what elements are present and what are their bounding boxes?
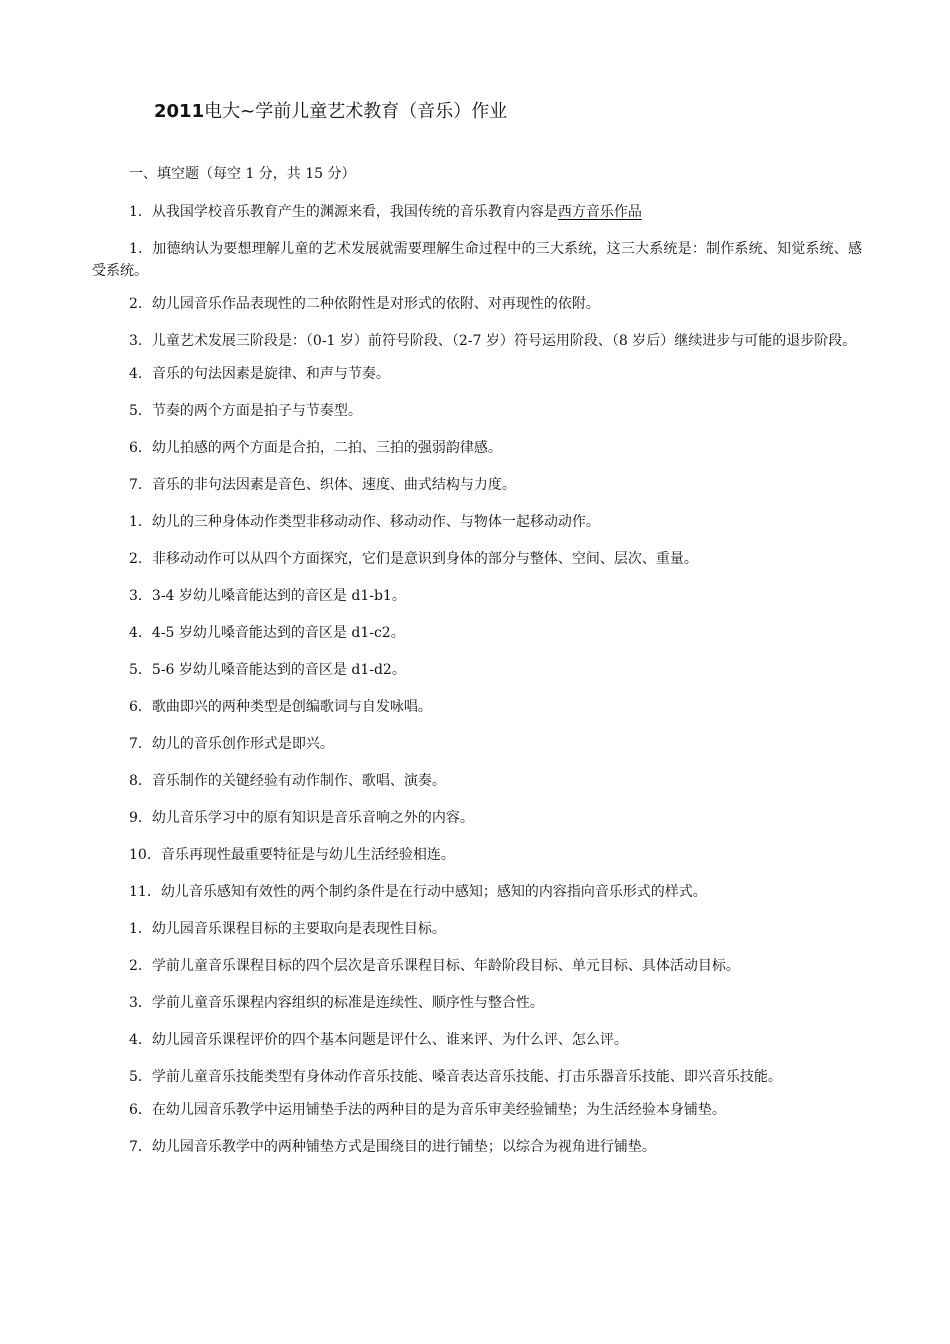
list-item: 6．歌曲即兴的两种类型是创编歌词与自发咏唱。 <box>129 699 432 715</box>
item-text: 1．从我国学校音乐教育产生的渊源来看，我国传统的音乐教育内容是 <box>129 204 558 220</box>
list-item: 6．幼儿拍感的两个方面是合拍，二拍、三拍的强弱韵律感。 <box>129 440 502 456</box>
document-body <box>92 163 862 1173</box>
list-item: 4．音乐的句法因素是旋律、和声与节奏。 <box>129 366 390 382</box>
list-item: 2．非移动动作可以从四个方面探究，它们是意识到身体的部分与整体、空间、层次、重量。 <box>129 551 698 567</box>
list-item: 4．幼儿园音乐课程评价的四个基本问题是评什么、谁来评、为什么评、怎么评。 <box>129 1032 628 1048</box>
title-text: 电大~学前儿童艺术教育（音乐）作业 <box>204 101 508 122</box>
list-item: 1．幼儿的三种身体动作类型非移动动作、移动动作、与物体一起移动动作。 <box>129 514 600 530</box>
list-item: 3．3-4 岁幼儿嗓音能达到的音区是 d1-b1。 <box>129 588 406 604</box>
list-item: 4．4-5 岁幼儿嗓音能达到的音区是 d1-c2。 <box>129 625 405 641</box>
page-title <box>154 99 507 125</box>
list-item: 2．幼儿园音乐作品表现性的二种依附性是对形式的依附、对再现性的依附。 <box>129 296 600 312</box>
list-item: 3．学前儿童音乐课程内容组织的标准是连续性、顺序性与整合性。 <box>129 995 544 1011</box>
list-item: 10．音乐再现性最重要特征是与幼儿生活经验相连。 <box>129 847 455 863</box>
list-item: 7．音乐的非句法因素是音色、织体、速度、曲式结构与力度。 <box>129 477 516 493</box>
list-item: 1．幼儿园音乐课程目标的主要取向是表现性目标。 <box>129 921 446 937</box>
list-item: 3．儿童艺术发展三阶段是：（0-1 岁）前符号阶段、（2-7 岁）符号运用阶段、（8 岁后）继续进步与可能的退步阶段。 <box>129 333 857 349</box>
list-item: 5．学前儿童音乐技能类型有身体动作音乐技能、嗓音表达音乐技能、打击乐器音乐技能、即兴音乐技能。 <box>129 1069 782 1085</box>
list-item: 9．幼儿音乐学习中的原有知识是音乐音响之外的内容。 <box>129 810 474 826</box>
list-item: 5．5-6 岁幼儿嗓音能达到的音区是 d1-d2。 <box>129 662 406 678</box>
list-item: 11．幼儿音乐感知有效性的两个制约条件是在行动中感知；感知的内容指向音乐形式的样式。 <box>129 884 707 900</box>
list-item: 7．幼儿园音乐教学中的两种铺垫方式是围绕目的进行铺垫；以综合为视角进行铺垫。 <box>129 1139 656 1155</box>
list-item: 2．学前儿童音乐课程目标的四个层次是音乐课程目标、年龄阶段目标、单元目标、具体活动目标。 <box>129 958 740 974</box>
list-item: 5．节奏的两个方面是拍子与节奏型。 <box>129 403 362 419</box>
list-item: 8．音乐制作的关键经验有动作制作、歌唱、演奏。 <box>129 773 446 789</box>
underlined-answer: 西方音乐作品 <box>557 204 642 220</box>
list-item: 7．幼儿的音乐创作形式是即兴。 <box>129 736 334 752</box>
list-item: 6．在幼儿园音乐教学中运用铺垫手法的两种目的是为音乐审美经验铺垫；为生活经验本身铺垫。 <box>129 1102 726 1118</box>
section-heading: 一、填空题（每空 1 分，共 15 分） <box>129 166 356 182</box>
list-item: 1．加德纳认为要想理解儿童的艺术发展就需要理解生命过程中的三大系统，这三大系统是：制作系统、知觉系统、感受系统。 <box>92 241 862 279</box>
list-item <box>92 201 862 223</box>
title-year: 2011 <box>154 101 205 122</box>
